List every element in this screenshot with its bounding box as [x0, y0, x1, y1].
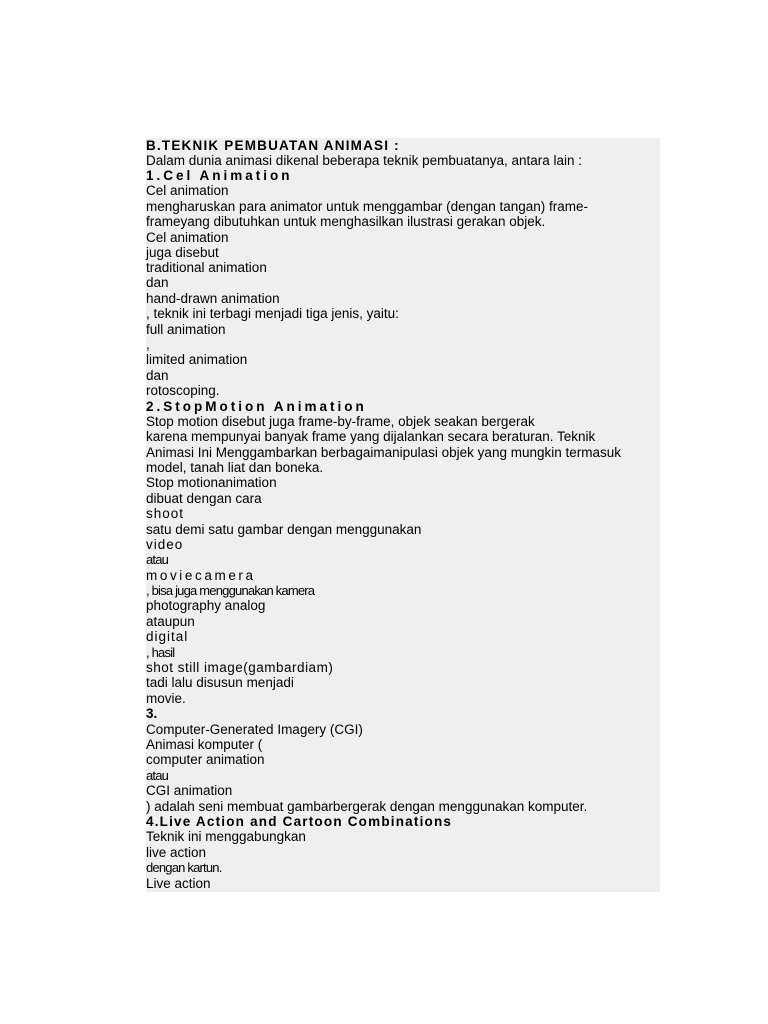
text-line: frameyang dibutuhkan untuk menghasilkan ilustrasi gerakan objek. [146, 214, 546, 229]
text-line: , bisa juga menggunakan kamera [146, 583, 315, 598]
text-line: atau [146, 552, 169, 567]
document-text-block [146, 138, 660, 892]
text-line: tadi lalu disusun menjadi [146, 675, 294, 690]
subheading-stop-motion: 2.StopMotion Animation [146, 399, 367, 414]
text-line: Animasi Ini Menggambarkan berbagaimanipulasi objek yang mungkin termasuk [146, 445, 622, 460]
text-line: shoot [146, 506, 185, 521]
text-line: Stop motionanimation [146, 475, 277, 490]
text-line: full animation [146, 322, 226, 337]
text-line: digital [146, 629, 189, 644]
subheading-cel-animation: 1.Cel Animation [146, 168, 293, 183]
section-heading-b: B.TEKNIK PEMBUATAN ANIMASI : [146, 138, 400, 153]
text-line: ataupun [146, 614, 195, 629]
text-line: dibuat dengan cara [146, 491, 262, 506]
text-line: traditional animation [146, 260, 267, 275]
text-line: movie. [146, 691, 186, 706]
text-line: model, tanah liat dan boneka. [146, 460, 324, 475]
text-line: Teknik ini menggabungkan [146, 829, 306, 844]
text-line: live action [146, 845, 207, 860]
text-line: shot still image(gambardiam) [146, 660, 334, 675]
text-line: CGI animation [146, 783, 233, 798]
text-line: video [146, 537, 184, 552]
text-line: , hasil [146, 645, 175, 660]
text-line: Cel animation [146, 183, 229, 198]
text-line: rotoscoping. [146, 383, 220, 398]
subheading-live-action: 4.Live Action and Cartoon Combinations [146, 814, 453, 829]
text-line: hand-drawn animation [146, 291, 280, 306]
text-line: limited animation [146, 352, 248, 367]
text-line: dan [146, 368, 169, 383]
text-line: Stop motion disebut juga frame-by-frame, objek seakan bergerak [146, 414, 535, 429]
text-line: , teknik ini terbagi menjadi tiga jenis, yaitu: [146, 306, 399, 321]
text-line: atau [146, 768, 169, 783]
text-line: dengan kartun. [146, 860, 222, 875]
text-line: dan [146, 275, 169, 290]
text-line: , [146, 337, 150, 352]
text-line: ) adalah seni membuat gambarbergerak dengan menggunakan komputer. [146, 799, 588, 814]
text-line: Computer-Generated Imagery (CGI) [146, 722, 363, 737]
text-line: mengharuskan para animator untuk menggambar (dengan tangan) frame- [146, 199, 589, 214]
text-line: Animasi komputer ( [146, 737, 263, 752]
text-line: juga disebut [146, 245, 219, 260]
text-line: Dalam dunia animasi dikenal beberapa teknik pembuatanya, antara lain : [146, 153, 583, 168]
text-line: photography analog [146, 598, 266, 613]
text-line: Cel animation [146, 230, 229, 245]
text-line: satu demi satu gambar dengan menggunakan [146, 522, 422, 537]
text-line: karena mempunyai banyak frame yang dijalankan secara beraturan. Teknik [146, 429, 596, 444]
subheading-cgi-number: 3. [146, 706, 158, 721]
text-line: Live action [146, 876, 211, 891]
text-line: computer animation [146, 752, 265, 767]
text-line: moviecamera [146, 568, 256, 583]
